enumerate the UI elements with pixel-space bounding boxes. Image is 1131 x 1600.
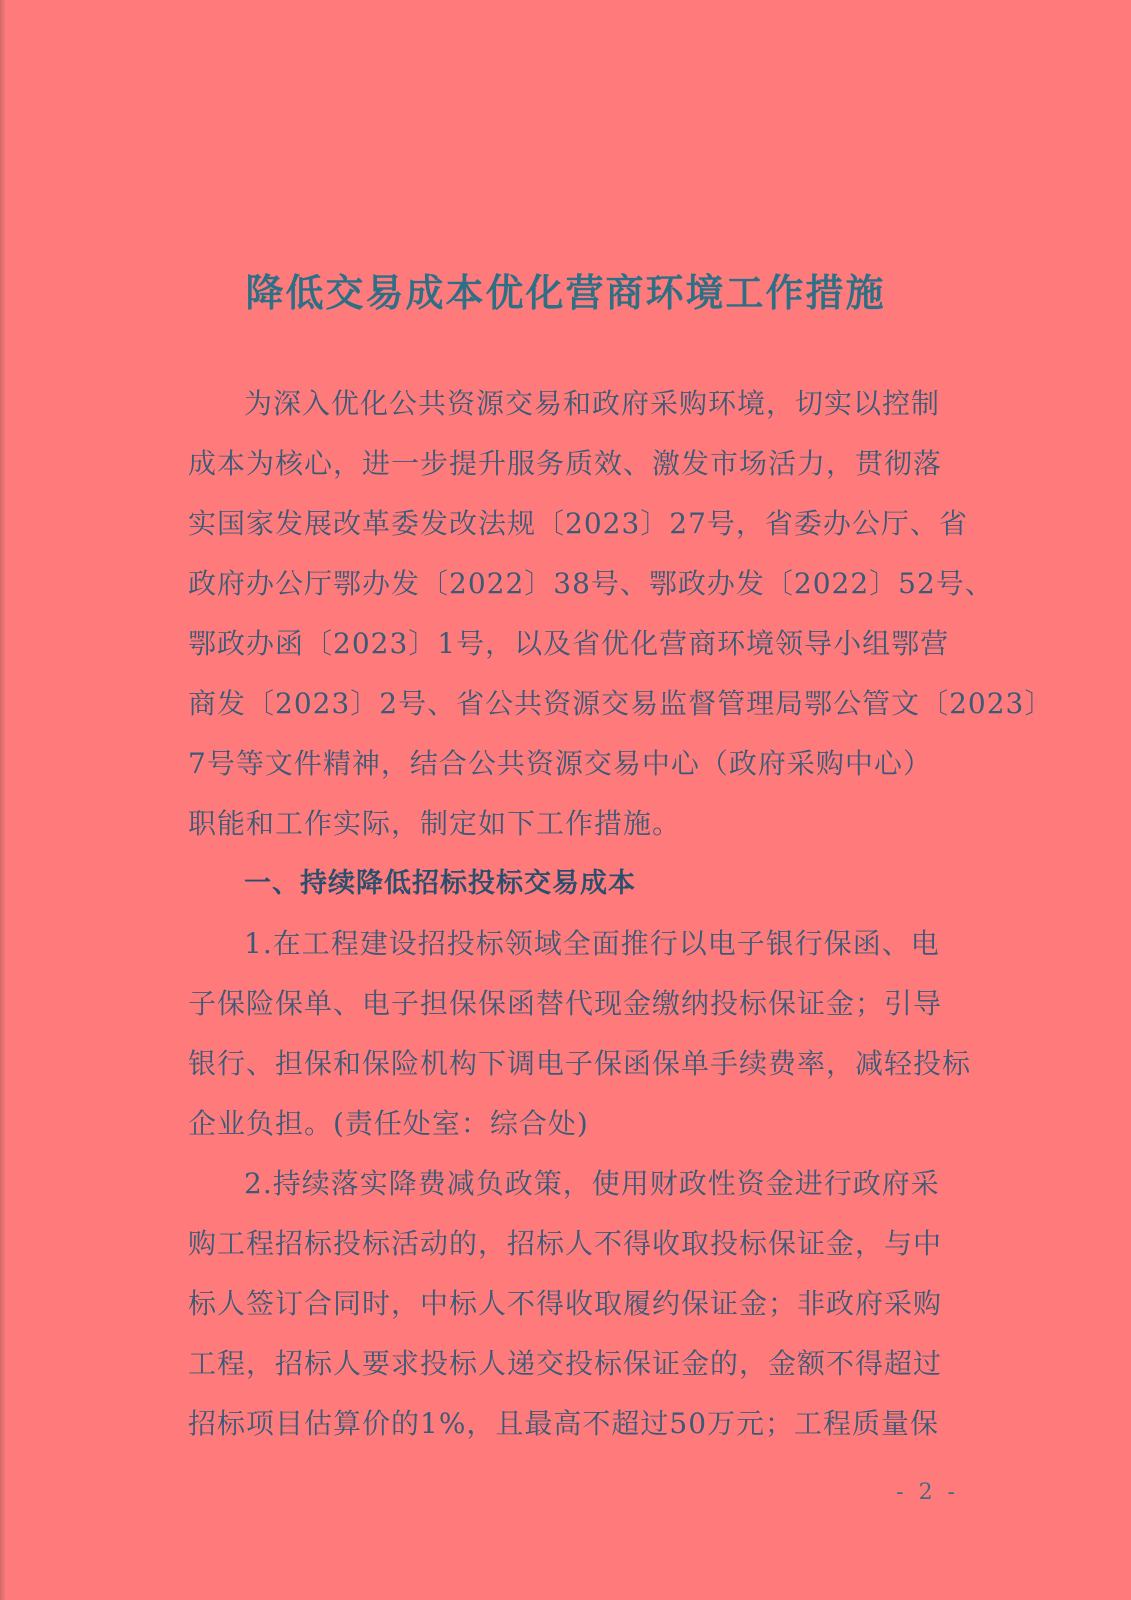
document-title: 降低交易成本优化营商环境工作措施: [245, 271, 886, 315]
paragraph-line: 工程，招标人要求投标人递交投标保证金的，金额不得超过: [188, 1347, 943, 1380]
document-body: [188, 374, 1054, 1454]
scan-left-edge: [0, 0, 6, 1600]
paragraph-line: 实国家发展改革委发改法规〔2023〕27号，省委办公厅、省: [188, 507, 968, 540]
paragraph-line: 银行、担保和保险机构下调电子保函保单手续费率，减轻投标: [188, 1047, 972, 1080]
paragraph-line: 政府办公厅鄂办发〔2022〕38号、鄂政办发〔2022〕52号、: [188, 567, 994, 600]
paragraph-line: 成本为核心，进一步提升服务质效、激发市场活力，贯彻落: [188, 447, 943, 480]
paragraph-line: 购工程招标投标活动的，招标人不得收取投标保证金，与中: [188, 1227, 943, 1260]
paragraph-line: 商发〔2023〕2号、省公共资源交易监督管理局鄂公管文〔2023〕: [188, 687, 1054, 720]
paragraph-line: 7号等文件精神，结合公共资源交易中心（政府采购中心）: [188, 747, 932, 780]
paragraph-line: 标人签订合同时，中标人不得收取履约保证金；非政府采购: [188, 1287, 943, 1320]
paragraph-line: 子保险保单、电子担保保函替代现金缴纳投标保证金；引导: [188, 987, 943, 1020]
paragraph-line: 鄂政办函〔2023〕1号，以及省优化营商环境领导小组鄂营: [188, 627, 950, 660]
paragraph-line: 2.持续落实降费减负政策，使用财政性资金进行政府采: [244, 1167, 940, 1200]
section-heading: 一、持续降低招标投标交易成本: [244, 868, 636, 899]
paragraph-line: 招标项目估算价的1%，且最高不超过50万元；工程质量保: [188, 1407, 940, 1440]
paragraph-line: 为深入优化公共资源交易和政府采购环境，切实以控制: [244, 387, 941, 420]
paragraph-line: 1.在工程建设招投标领域全面推行以电子银行保函、电: [244, 927, 940, 960]
paragraph-line: 职能和工作实际，制定如下工作措施。: [188, 807, 682, 840]
paragraph-line: 企业负担。(责任处室：综合处): [188, 1107, 589, 1140]
page-number: - 2 -: [896, 1480, 959, 1505]
